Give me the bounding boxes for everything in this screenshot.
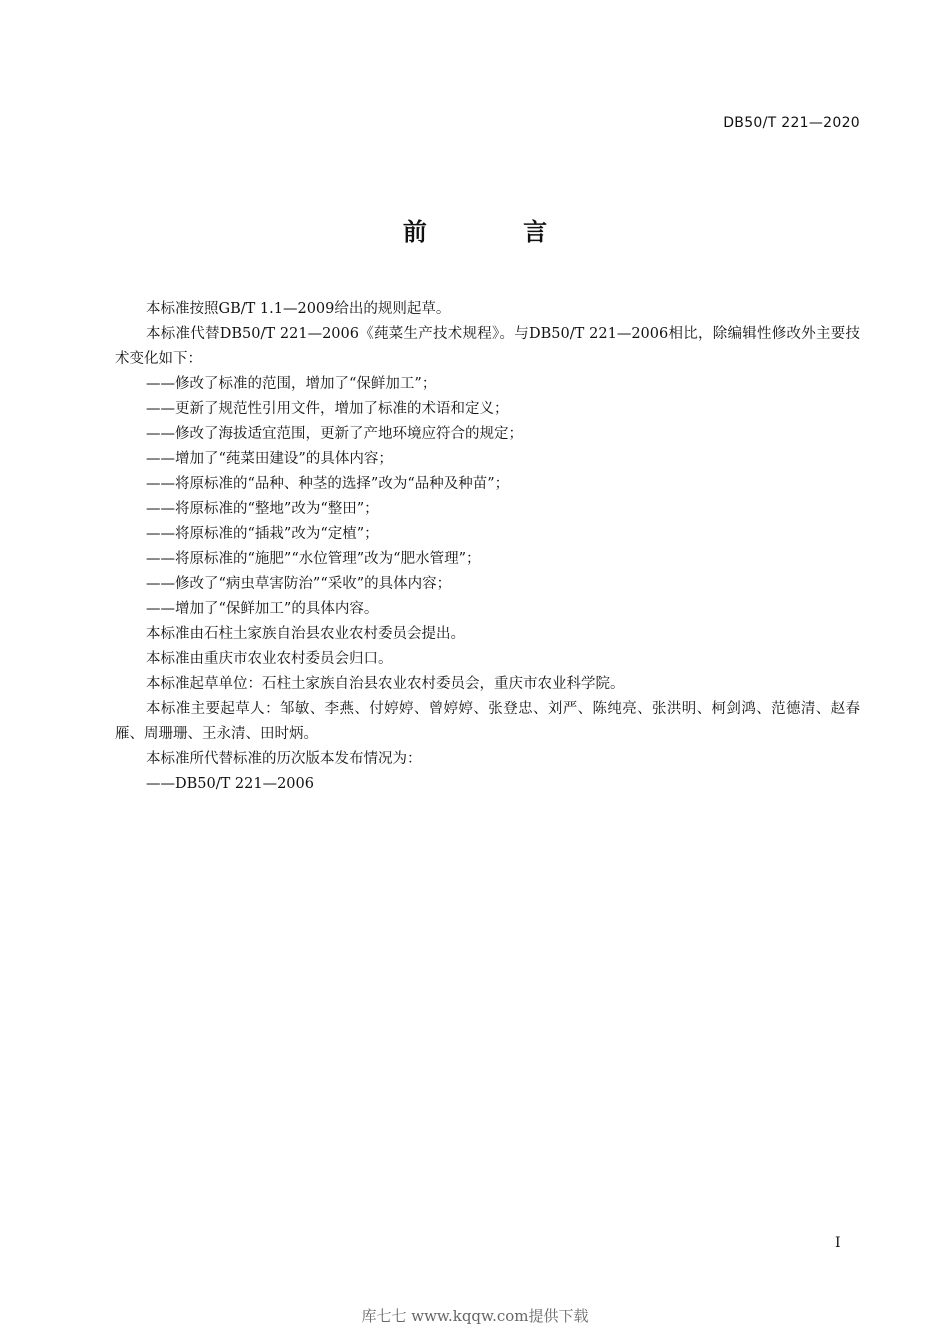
change-item: ——增加了“莼菜田建设”的具体内容；: [146, 451, 393, 467]
change-item: ——将原标准的“插栽”改为“定植”；: [146, 526, 379, 542]
page-number: I: [835, 1235, 841, 1251]
change-item: ——更新了规范性引用文件，增加了标准的术语和定义；: [146, 401, 509, 417]
paragraph-drafting-rule: 本标准按照GB/T 1.1—2009给出的规则起草。: [146, 301, 451, 317]
paragraph-replacement: 本标准代替DB50/T 221—2006《莼菜生产技术规程》。与DB50/T 221—2006相比，除编辑性修改外主要技术变化如下：: [115, 326, 860, 367]
change-item: ——修改了“病虫草害防治”“采收”的具体内容；: [146, 576, 452, 592]
change-item: ——将原标准的“品种、种茎的选择”改为“品种及种苗”；: [146, 476, 510, 492]
change-item: ——将原标准的“整地”改为“整田”；: [146, 501, 379, 517]
change-item: ——修改了海拔适宜范围，更新了产地环境应符合的规定；: [146, 426, 523, 442]
download-footer: 库七七 www.kqqw.com提供下载: [361, 1307, 589, 1325]
history-item: ——DB50/T 221—2006: [146, 776, 314, 792]
paragraph-proposer: 本标准由石柱土家族自治县农业农村委员会提出。: [146, 626, 465, 642]
paragraph-drafting-units: 本标准起草单位：石柱土家族自治县农业农村委员会，重庆市农业科学院。: [146, 676, 625, 692]
change-item: ——将原标准的“施肥”“水位管理”改为“肥水管理”；: [146, 551, 481, 567]
standard-code: DB50/T 221—2020: [723, 115, 860, 131]
change-item: ——修改了标准的范围，增加了“保鲜加工”；: [146, 376, 437, 392]
paragraph-centralized: 本标准由重庆市农业农村委员会归口。: [146, 651, 393, 667]
paragraph-history: 本标准所代替标准的历次版本发布情况为：: [146, 751, 422, 767]
foreword-body: [115, 297, 860, 797]
page-title: 前 言: [402, 218, 592, 246]
paragraph-drafters: 本标准主要起草人：邹敏、李燕、付婷婷、曾婷婷、张登忠、刘严、陈纯亮、张洪明、柯剑鸿、范德清、赵春雁、周珊珊、王永清、田时炳。: [115, 701, 860, 742]
change-item: ——增加了“保鲜加工”的具体内容。: [146, 601, 379, 617]
